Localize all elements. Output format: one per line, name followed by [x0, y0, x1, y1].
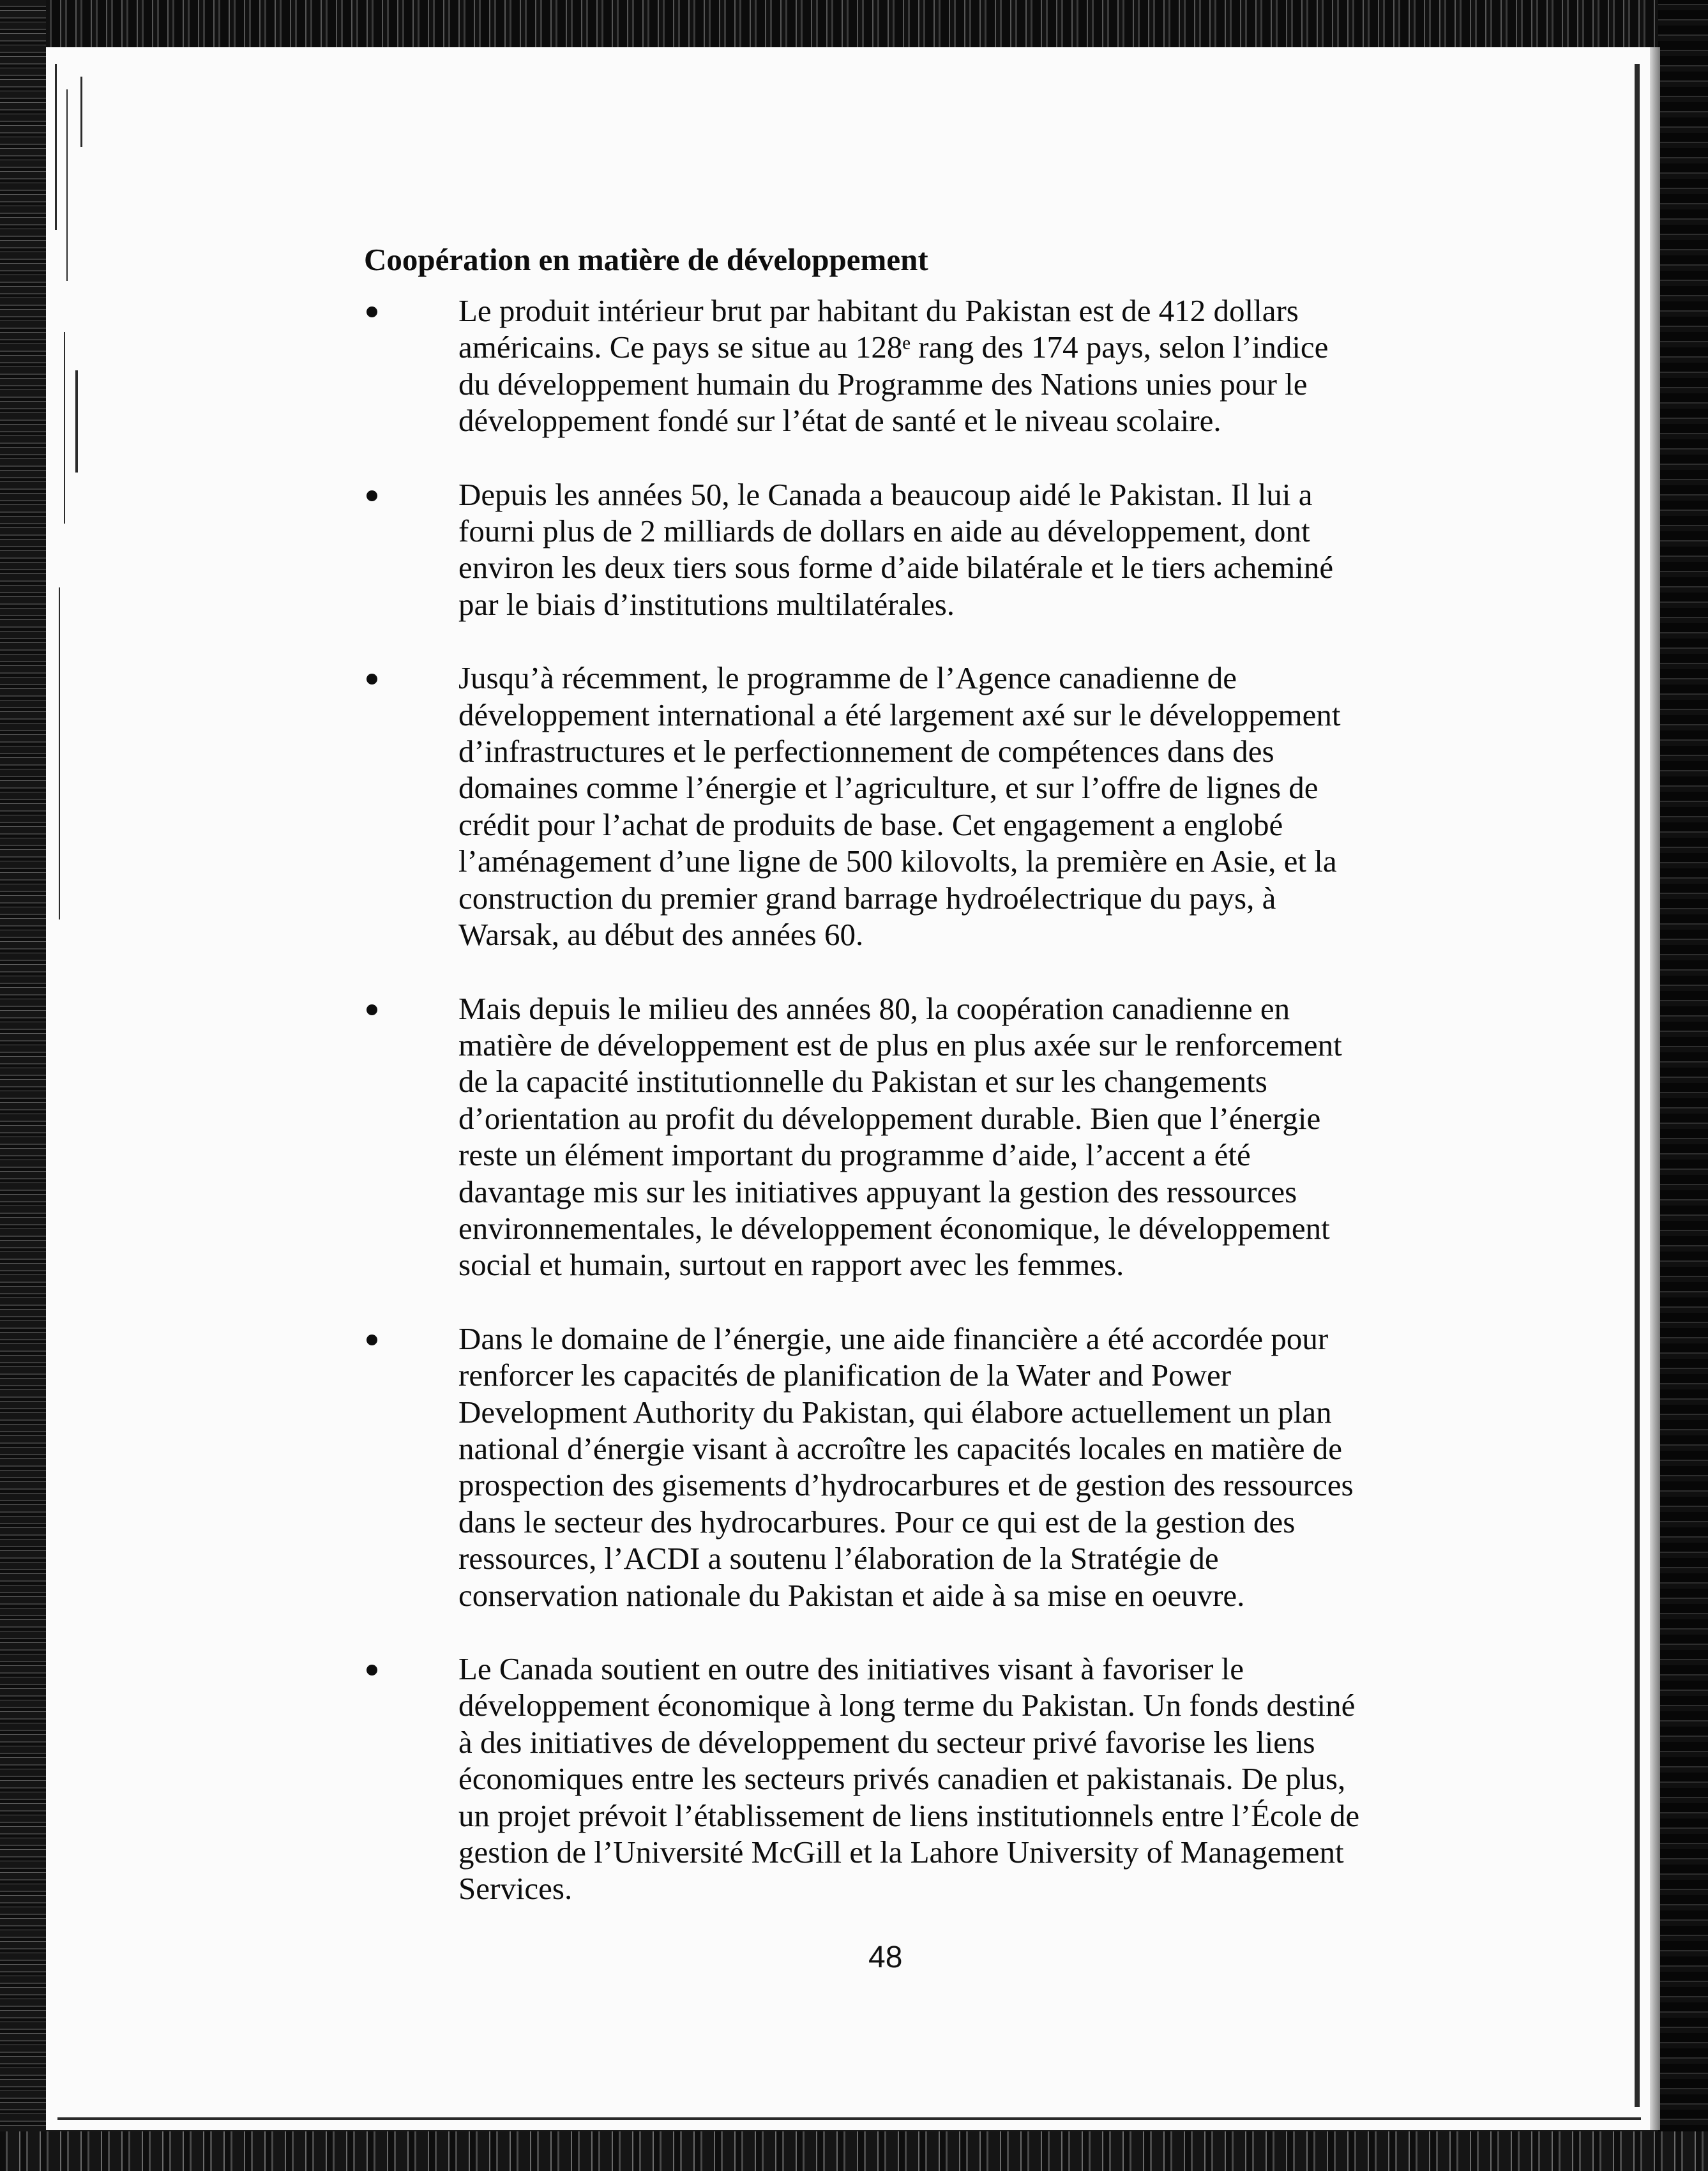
paragraph-line: Development Authority du Pakistan, qui élabore actuellement un plan [458, 1394, 1332, 1430]
paragraph-line: à des initiatives de développement du secteur privé favorise les liens [458, 1724, 1315, 1760]
paragraph-line: développement fondé sur l’état de santé et le niveau scolaire. [458, 403, 1221, 439]
scan-edge-left [0, 0, 46, 2171]
paragraph-line: par le biais d’institutions multilatérales. [458, 586, 955, 622]
margin-scan-marks [50, 64, 94, 958]
paragraph-line: de la capacité institutionnelle du Pakistan et sur les changements [458, 1064, 1267, 1100]
paragraph-line: dans le secteur des hydrocarbures. Pour ce qui est de la gestion des [458, 1504, 1296, 1539]
paragraph-line: national d’énergie visant à accroître les capacités locales en matière de [458, 1430, 1343, 1466]
paragraph-line: ressources, l’ACDI a soutenu l’élaboration de la Stratégie de [458, 1541, 1219, 1577]
paragraph-line: développement économique à long terme du Pakistan. Un fonds destiné [458, 1688, 1356, 1723]
bottom-page-edge [57, 2117, 1641, 2120]
bullet-item [364, 660, 1449, 953]
paragraph-line: développement international a été largement axé sur le développement [458, 697, 1341, 732]
paragraph-line: prospection des gisements d’hydrocarbures et de gestion des ressources [458, 1467, 1354, 1503]
bullet-item [364, 990, 1449, 1283]
bullet-item [364, 1320, 1449, 1614]
bullet-item [364, 292, 1449, 439]
scan-edge-right [1658, 0, 1708, 2171]
scan-edge-bottom [0, 2131, 1708, 2171]
section-heading: Coopération en matière de développement [364, 242, 928, 277]
paragraph-line: Depuis les années 50, le Canada a beaucoup aidé le Pakistan. Il lui a [458, 476, 1313, 512]
paragraph-line: fourni plus de 2 milliards de dollars en aide au développement, dont [458, 513, 1310, 549]
bullet-item [364, 1651, 1449, 1907]
paragraph-line: Jusqu’à récemment, le programme de l’Agence canadienne de [458, 660, 1237, 696]
paragraph-line: Warsak, au début des années 60. [458, 917, 864, 953]
main-content [364, 241, 1449, 1944]
page-number: 48 [868, 1940, 903, 1974]
page-fold-shadow [1650, 47, 1660, 2130]
bullet-dot-icon [367, 490, 377, 501]
paragraph-line: social et humain, surtout en rapport avec les femmes. [458, 1247, 1124, 1283]
paragraph-line: reste un élément important du programme d’aide, l’accent a été [458, 1137, 1251, 1173]
paragraph-line: environ les deux tiers sous forme d’aide bilatérale et le tiers acheminé [458, 550, 1334, 586]
paragraph-line: Le produit intérieur brut par habitant du Pakistan est de 412 dollars [458, 293, 1299, 328]
paragraph-line: conservation nationale du Pakistan et aide à sa mise en oeuvre. [458, 1577, 1245, 1613]
paragraph-line: Mais depuis le milieu des années 80, la coopération canadienne en [458, 990, 1290, 1026]
bullet-dot-icon [367, 1004, 377, 1015]
paragraph-line: renforcer les capacités de planification de la Water and Power [458, 1358, 1232, 1393]
paragraph-line: économiques entre les secteurs privés canadien et pakistanais. De plus, [458, 1761, 1346, 1797]
paragraph-line: du développement humain du Programme des Nations unies pour le [458, 366, 1308, 402]
paragraph-line: d’orientation au profit du développement durable. Bien que l’énergie [458, 1100, 1321, 1136]
bullet-dot-icon [367, 1335, 377, 1345]
binding-edge-line [1635, 64, 1640, 2107]
scan-edge-top [0, 0, 1708, 50]
paragraph-line: l’aménagement d’une ligne de 500 kilovolts, la première en Asie, et la [458, 843, 1337, 879]
paragraph-line: gestion de l’Université McGill et la Lahore University of Management [458, 1834, 1344, 1870]
paragraph-line: construction du premier grand barrage hydroélectrique du pays, à [458, 880, 1276, 916]
paragraph-line: crédit pour l’achat de produits de base. Cet engagement a englobé [458, 806, 1283, 842]
bullet-dot-icon [367, 306, 377, 317]
paragraph-line: Le Canada soutient en outre des initiatives visant à favoriser le [458, 1651, 1244, 1686]
paragraph-line: Dans le domaine de l’énergie, une aide financière a été accordée pour [458, 1320, 1329, 1356]
paragraph-line: davantage mis sur les initiatives appuyant la gestion des ressources [458, 1174, 1297, 1209]
paragraph-line: domaines comme l’énergie et l’agriculture, et sur l’offre de lignes de [458, 770, 1319, 806]
paragraph-line: un projet prévoit l’établissement de liens institutionnels entre l’École de [458, 1797, 1360, 1833]
bullet-dot-icon [367, 1665, 377, 1676]
paragraph-line: environnementales, le développement économique, le développement [458, 1210, 1330, 1246]
bullet-dot-icon [367, 674, 377, 685]
paragraph-line: américains. Ce pays se situe au 128ᵉ rang des 174 pays, selon l’indice [458, 329, 1329, 365]
paragraph-line: d’infrastructures et le perfectionnement de compétences dans des [458, 734, 1274, 769]
paragraph-line: Services. [458, 1871, 573, 1907]
bullet-item [364, 476, 1449, 623]
paragraph-line: matière de développement est de plus en plus axée sur le renforcement [458, 1027, 1342, 1063]
